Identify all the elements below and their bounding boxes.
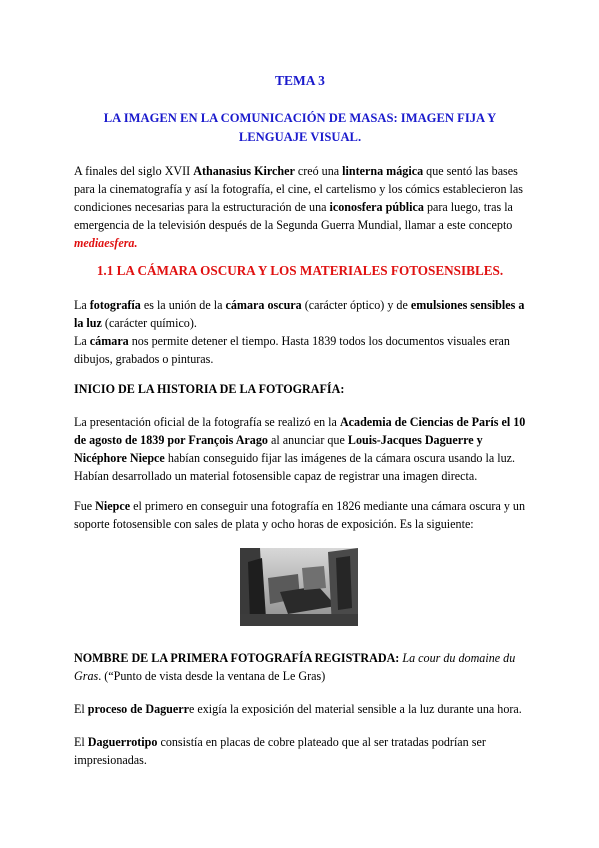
first-photograph-image — [240, 548, 358, 626]
bold-term: Niepce — [95, 499, 131, 513]
title-line-2: LENGUAJE VISUAL. — [238, 130, 362, 144]
intro-text: para luego, tras la emergencia de la televisión después de la Segunda Guerra Mundial, llamar a este concepto — [74, 200, 513, 232]
bold-term: cámara — [89, 334, 129, 348]
text: El — [74, 735, 88, 749]
photo-caption — [74, 649, 530, 685]
text: La — [74, 334, 90, 348]
bold-term: Louis-Jacques Daguerre y Nicéphore Niepce — [74, 433, 483, 465]
intro-text: A finales del siglo XVII — [74, 164, 194, 178]
text: Fue — [74, 499, 96, 513]
text: habían conseguido fijar las imágenes de la cámara oscura usando la luz. Habían desarrollado un material fotosensible capaz de registrar una imagen directa. — [74, 451, 516, 483]
document-title — [70, 109, 530, 147]
text: al anunciar que — [267, 433, 348, 447]
intro-paragraph — [74, 162, 530, 252]
text: es la unión de la — [140, 298, 226, 312]
text: El — [74, 702, 88, 716]
bold-term: fotografía — [89, 298, 141, 312]
intro-bold: iconosfera pública — [329, 200, 424, 214]
title-line-1: LA IMAGEN EN LA COMUNICACIÓN DE MASAS: IMAGEN FIJA Y — [103, 111, 497, 125]
bold-term: cámara oscura — [225, 298, 302, 312]
history-heading: INICIO DE LA HISTORIA DE LA FOTOGRAFÍA: — [74, 382, 345, 396]
photo-title: La cour du domaine du Gras — [74, 651, 516, 683]
intro-text: creó una — [294, 164, 343, 178]
bold-term: Daguerrotipo — [87, 735, 158, 749]
text: (carácter óptico) y de — [301, 298, 411, 312]
text: La — [74, 298, 90, 312]
text: . (“Punto de vista desde la ventana de Le Gras) — [98, 669, 326, 683]
le-gras-photo-illustration — [240, 548, 358, 626]
daguerre-process-paragraph — [74, 700, 530, 718]
daguerrotipo-paragraph — [74, 733, 530, 769]
bold-term: Academia de Ciencias de París el 10 de agosto de 1839 por François Arago — [74, 415, 526, 447]
history-paragraph — [74, 413, 530, 485]
niepce-paragraph — [74, 497, 530, 533]
bold-term: emulsiones sensibles a la luz — [74, 298, 525, 330]
text: e exigía la exposición del material sensible a la luz durante una hora. — [189, 702, 522, 716]
topic-number: TEMA 3 — [275, 73, 325, 88]
caption-label: NOMBRE DE LA PRIMERA FOTOGRAFÍA REGISTRADA: — [74, 651, 400, 665]
intro-text: que sentó las bases para la cinematografía y así la fotografía, el cine, el cartelismo y los cómics establecieron las condiciones necesarias para la estructuración de una — [74, 164, 523, 214]
intro-bold: Athanasius Kircher — [193, 164, 295, 178]
bold-term: proceso de Daguerr — [87, 702, 189, 716]
text: el primero en conseguir una fotografía en 1826 mediante una cámara oscura y un soporte fotosensible con sales de plata y ocho horas de exposición. Es la siguiente: — [74, 499, 526, 531]
text: La presentación oficial de la fotografía se realizó en la — [74, 415, 340, 429]
photography-definition — [74, 296, 530, 368]
section-heading: 1.1 LA CÁMARA OSCURA Y LOS MATERIALES FOTOSENSIBLES. — [96, 263, 504, 278]
text: nos permite detener el tiempo. Hasta 1839 todos los documentos visuales eran dibujos, grabados o pinturas. — [74, 334, 510, 366]
mediaesfera-term: mediaesfera. — [74, 236, 138, 250]
text: (carácter químico). — [101, 316, 197, 330]
intro-bold: linterna mágica — [342, 164, 424, 178]
text: consistía en placas de cobre plateado que al ser tratadas podrían ser impresionadas. — [74, 735, 486, 767]
